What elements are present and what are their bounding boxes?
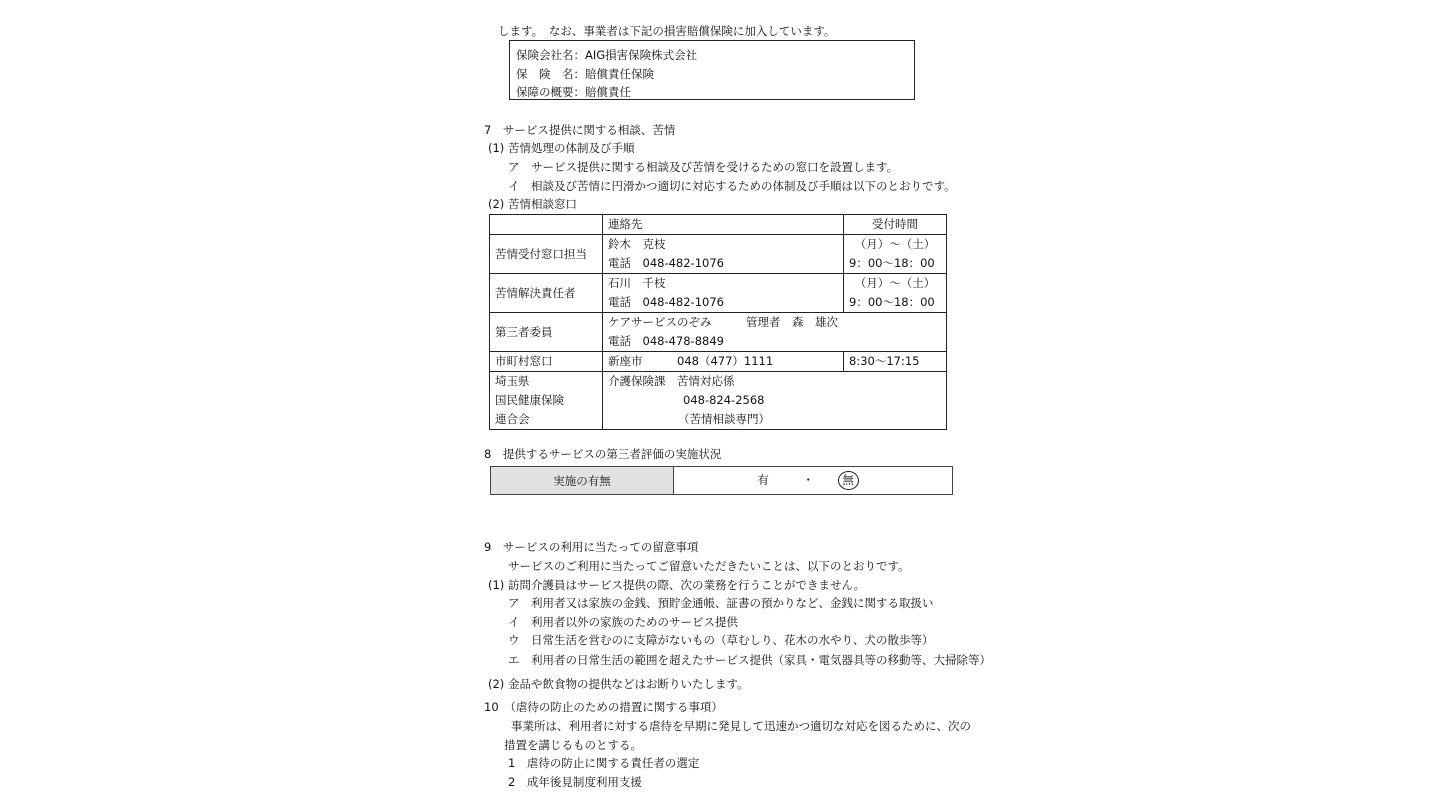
table-header-hours: 受付時間 — [844, 215, 947, 235]
row-contact — [603, 313, 947, 352]
row-hours — [844, 235, 947, 274]
row-label: 苦情解決責任者 — [490, 274, 603, 313]
section-7-sub1: (1) 苦情処理の体制及び手順 — [488, 141, 635, 155]
table-row — [490, 352, 947, 372]
section-7-heading: 7 サービス提供に関する相談、苦情 — [484, 123, 676, 137]
row-label: 第三者委員 — [490, 313, 603, 352]
contact-phone: 電話 048-482-1076 — [608, 256, 724, 270]
section-9-item-u: ウ 日常生活を営むのに支障がないもの（草むしり、花木の水やり、犬の散歩等） — [508, 633, 934, 647]
row-label: 市町村窓口 — [490, 352, 603, 372]
label-line: 連合会 — [495, 412, 530, 426]
row-contact: 新座市 048（477）1111 — [603, 352, 844, 372]
evaluation-yes: 有 — [757, 473, 769, 487]
insurance-summary: 保障の概要：賠償責任 — [516, 85, 631, 99]
table-row — [490, 235, 947, 274]
insurance-name: 保 険 名：賠償責任保険 — [516, 67, 654, 81]
hours-time: 9：00〜18：00 — [849, 295, 935, 309]
section-9-heading: 9 サービスの利用に当たっての留意事項 — [484, 540, 699, 554]
insurance-box — [509, 40, 915, 100]
complaint-contact-table — [489, 214, 947, 430]
evaluation-table — [490, 466, 953, 495]
contact-phone: 電話 048-478-8849 — [608, 334, 724, 348]
hours-time: 9：00〜18：00 — [849, 256, 935, 270]
table-header-contact: 連絡先 — [603, 215, 844, 235]
row-contact — [603, 372, 947, 430]
contact-person: 鈴木 克枝 — [608, 237, 666, 251]
row-hours — [844, 274, 947, 313]
contact-person: ケアサービスのぞみ 管理者 森 雄次 — [608, 315, 838, 329]
row-label: 苦情受付窓口担当 — [490, 235, 603, 274]
evaluation-no-selected: 無 — [838, 471, 859, 490]
section-8-heading: 8 提供するサービスの第三者評価の実施状況 — [484, 447, 722, 461]
section-10-body-line2: 措置を講じるものとする。 — [504, 738, 642, 752]
section-9-item-a: ア 利用者又は家族の金銭、預貯金通帳、証書の預かりなど、金銭に関する取扱い — [508, 596, 934, 610]
section-7-item-a: ア サービス提供に関する相談及び苦情を受けるための窓口を設置します。 — [508, 160, 899, 174]
section-9-intro: サービスのご利用に当たってご留意いただきたいことは、以下のとおりです。 — [508, 559, 910, 573]
section-10-item2: 2 成年後見制度利用支援 — [508, 775, 642, 789]
row-contact — [603, 235, 844, 274]
contact-dept: 介護保険課 苦情対応係 — [608, 374, 735, 388]
insurance-company: 保険会社名：AIG損害保険株式会社 — [516, 48, 698, 62]
evaluation-label: 実施の有無 — [491, 467, 674, 495]
row-contact — [603, 274, 844, 313]
row-label — [490, 372, 603, 430]
contact-phone: 048-824-2568 — [683, 393, 765, 407]
table-row — [490, 274, 947, 313]
section-9-sub2: (2) 金品や飲食物の提供などはお断りいたします。 — [488, 677, 749, 691]
label-line: 国民健康保険 — [495, 393, 564, 407]
section-7-sub2: (2) 苦情相談窓口 — [488, 197, 577, 211]
section-10-body-line1: 事業所は、利用者に対する虐待を早期に発見して迅速かつ適切な対応を図るために、次の — [511, 719, 971, 733]
section-9-item-e: エ 利用者の日常生活の範囲を超えたサービス提供（家具・電気器具等の移動等、大掃除等） — [508, 653, 991, 667]
section-7-item-i: イ 相談及び苦情に円滑かつ適切に対応するための体制及び手順は以下のとおりです。 — [508, 179, 956, 193]
contact-phone: 電話 048-482-1076 — [608, 295, 724, 309]
intro-line: します。 なお、事業者は下記の損害賠償保険に加入しています。 — [498, 24, 836, 38]
row-hours: 8:30〜17:15 — [844, 352, 947, 372]
contact-person: 石川 千枝 — [608, 276, 666, 290]
section-9-item-i: イ 利用者以外の家族のためのサービス提供 — [508, 615, 738, 629]
evaluation-value — [674, 467, 953, 495]
table-header-blank — [490, 215, 603, 235]
table-row — [490, 372, 947, 430]
section-9-sub1: (1) 訪問介護員はサービス提供の際、次の業務を行うことができません。 — [488, 578, 866, 592]
hours-days: （月）〜（土） — [854, 237, 936, 251]
hours-days: （月）〜（土） — [854, 276, 936, 290]
contact-note: （苦情相談専門） — [678, 412, 770, 426]
table-header-row — [490, 215, 947, 235]
evaluation-separator: ・ — [802, 473, 814, 487]
section-10-item1: 1 虐待の防止に関する責任者の選定 — [508, 756, 700, 770]
section-10-heading: 10 （虐待の防止のための措置に関する事項） — [484, 700, 723, 714]
table-row — [490, 313, 947, 352]
label-line: 埼玉県 — [495, 374, 530, 388]
